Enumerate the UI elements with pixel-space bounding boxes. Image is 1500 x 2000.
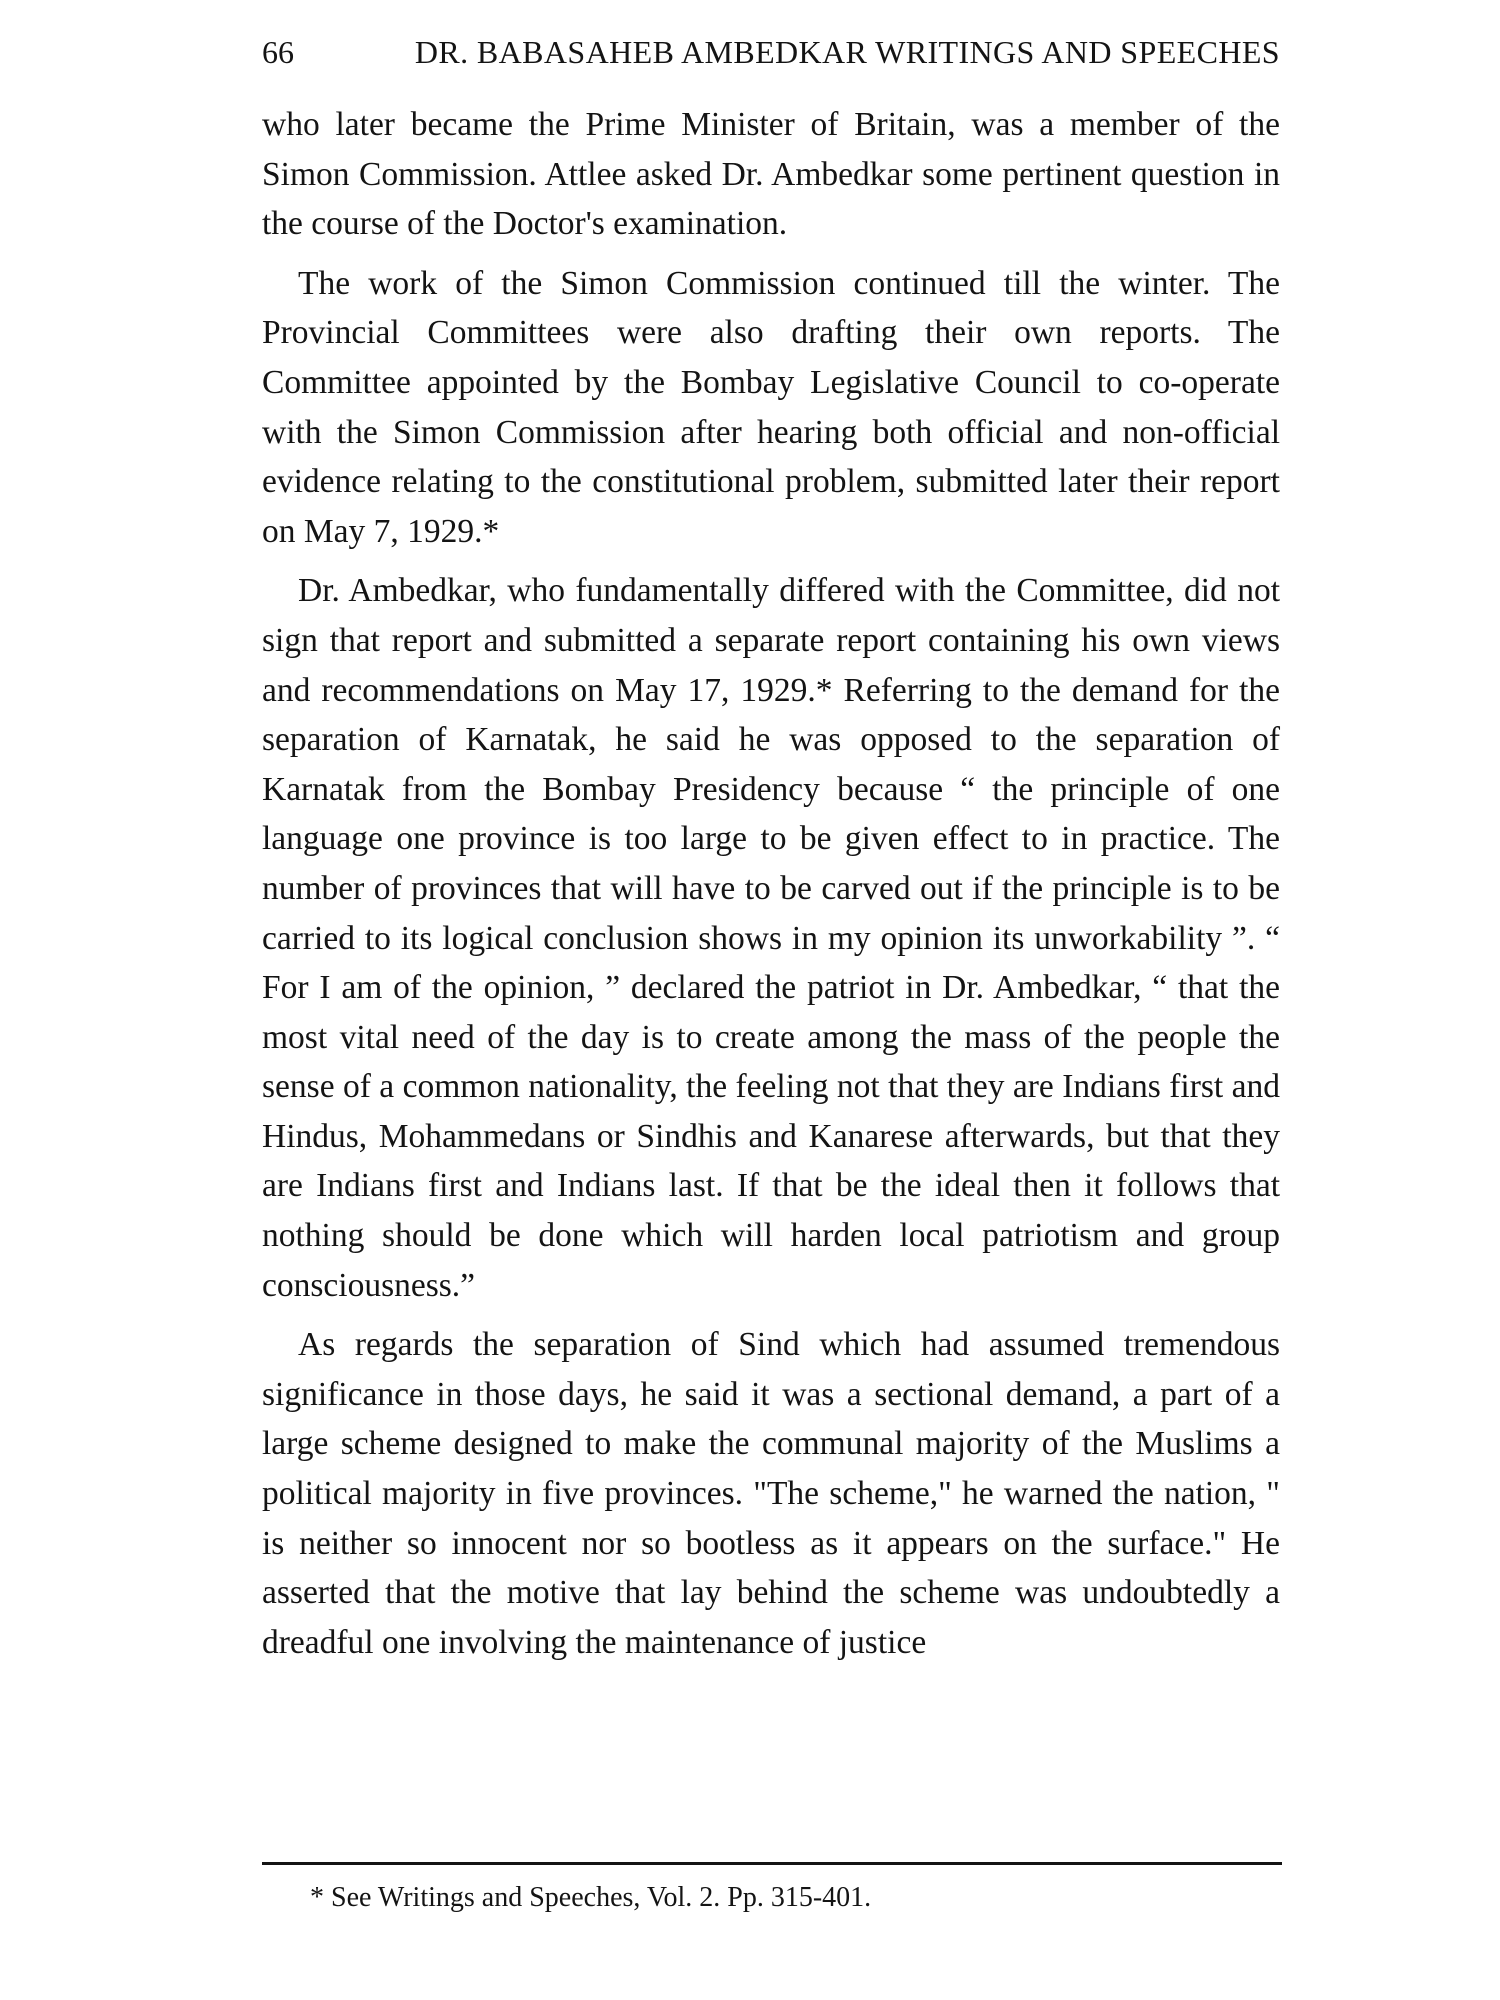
paragraph-separate-report: Dr. Ambedkar, who fundamentally differed with the Committee, did not sign that report and submitted a separate report containing his own views and recommendations on May 17, 1929.* Referring to the demand for the separation of Karnatak, he said he was opposed to the separation of Karnatak from the Bombay Presidency because “ the principle of one language one province is too large to be given effect to in practice. The number of provinces that will have to be carved out if the principle is to be carried to its logical conclusion shows in my opinion its unworkability ”. “ For I am of the opinion, ” declared the patriot in Dr. Ambedkar, “ that the most vital need of the day is to create among the mass of the people the sense of a common nationality, the feeling not that they are Indians first and Hindus, Mohammedans or Sindhis and Kanarese afterwards, but that they are Indians first and Indians last. If that be the ideal then it follows that nothing should be done which will harden local patriotism and group consciousness.” <box>262 572 1280 1304</box>
running-head <box>262 30 1280 74</box>
paragraph-continuation: who later became the Prime Minister of Britain, was a member of the Simon Commission. Attlee asked Dr. Ambedkar some pertinent question in the course of the Doctor's examination. <box>262 106 1280 243</box>
footnote-divider <box>262 1862 1282 1865</box>
body-text <box>262 100 1280 1677</box>
footnote: * See Writings and Speeches, Vol. 2. Pp. 315-401. <box>310 1882 872 1913</box>
running-title: DR. BABASAHEB AMBEDKAR WRITINGS AND SPEECHES <box>414 34 1280 70</box>
paragraph-separation-of-sind: As regards the separation of Sind which had assumed tremendous significance in those days, he said it was a sectional demand, a part of a large scheme designed to make the communal majority of the Muslims a political majority in five provinces. "The scheme," he warned the nation, " is neither so innocent nor so bootless as it appears on the surface." He asserted that the motive that lay behind the scheme was undoubtedly a dreadful one involving the maintenance of justice <box>262 1326 1280 1661</box>
paragraph-simon-commission-work: The work of the Simon Commission continued till the winter. The Provincial Committees were also drafting their own reports. The Committee appointed by the Bombay Legislative Council to co-operate with the Simon Commission after hearing both official and non-official evidence relating to the constitutional problem, submitted later their report on May 7, 1929.* <box>262 264 1280 550</box>
page-number: 66 <box>262 34 294 70</box>
